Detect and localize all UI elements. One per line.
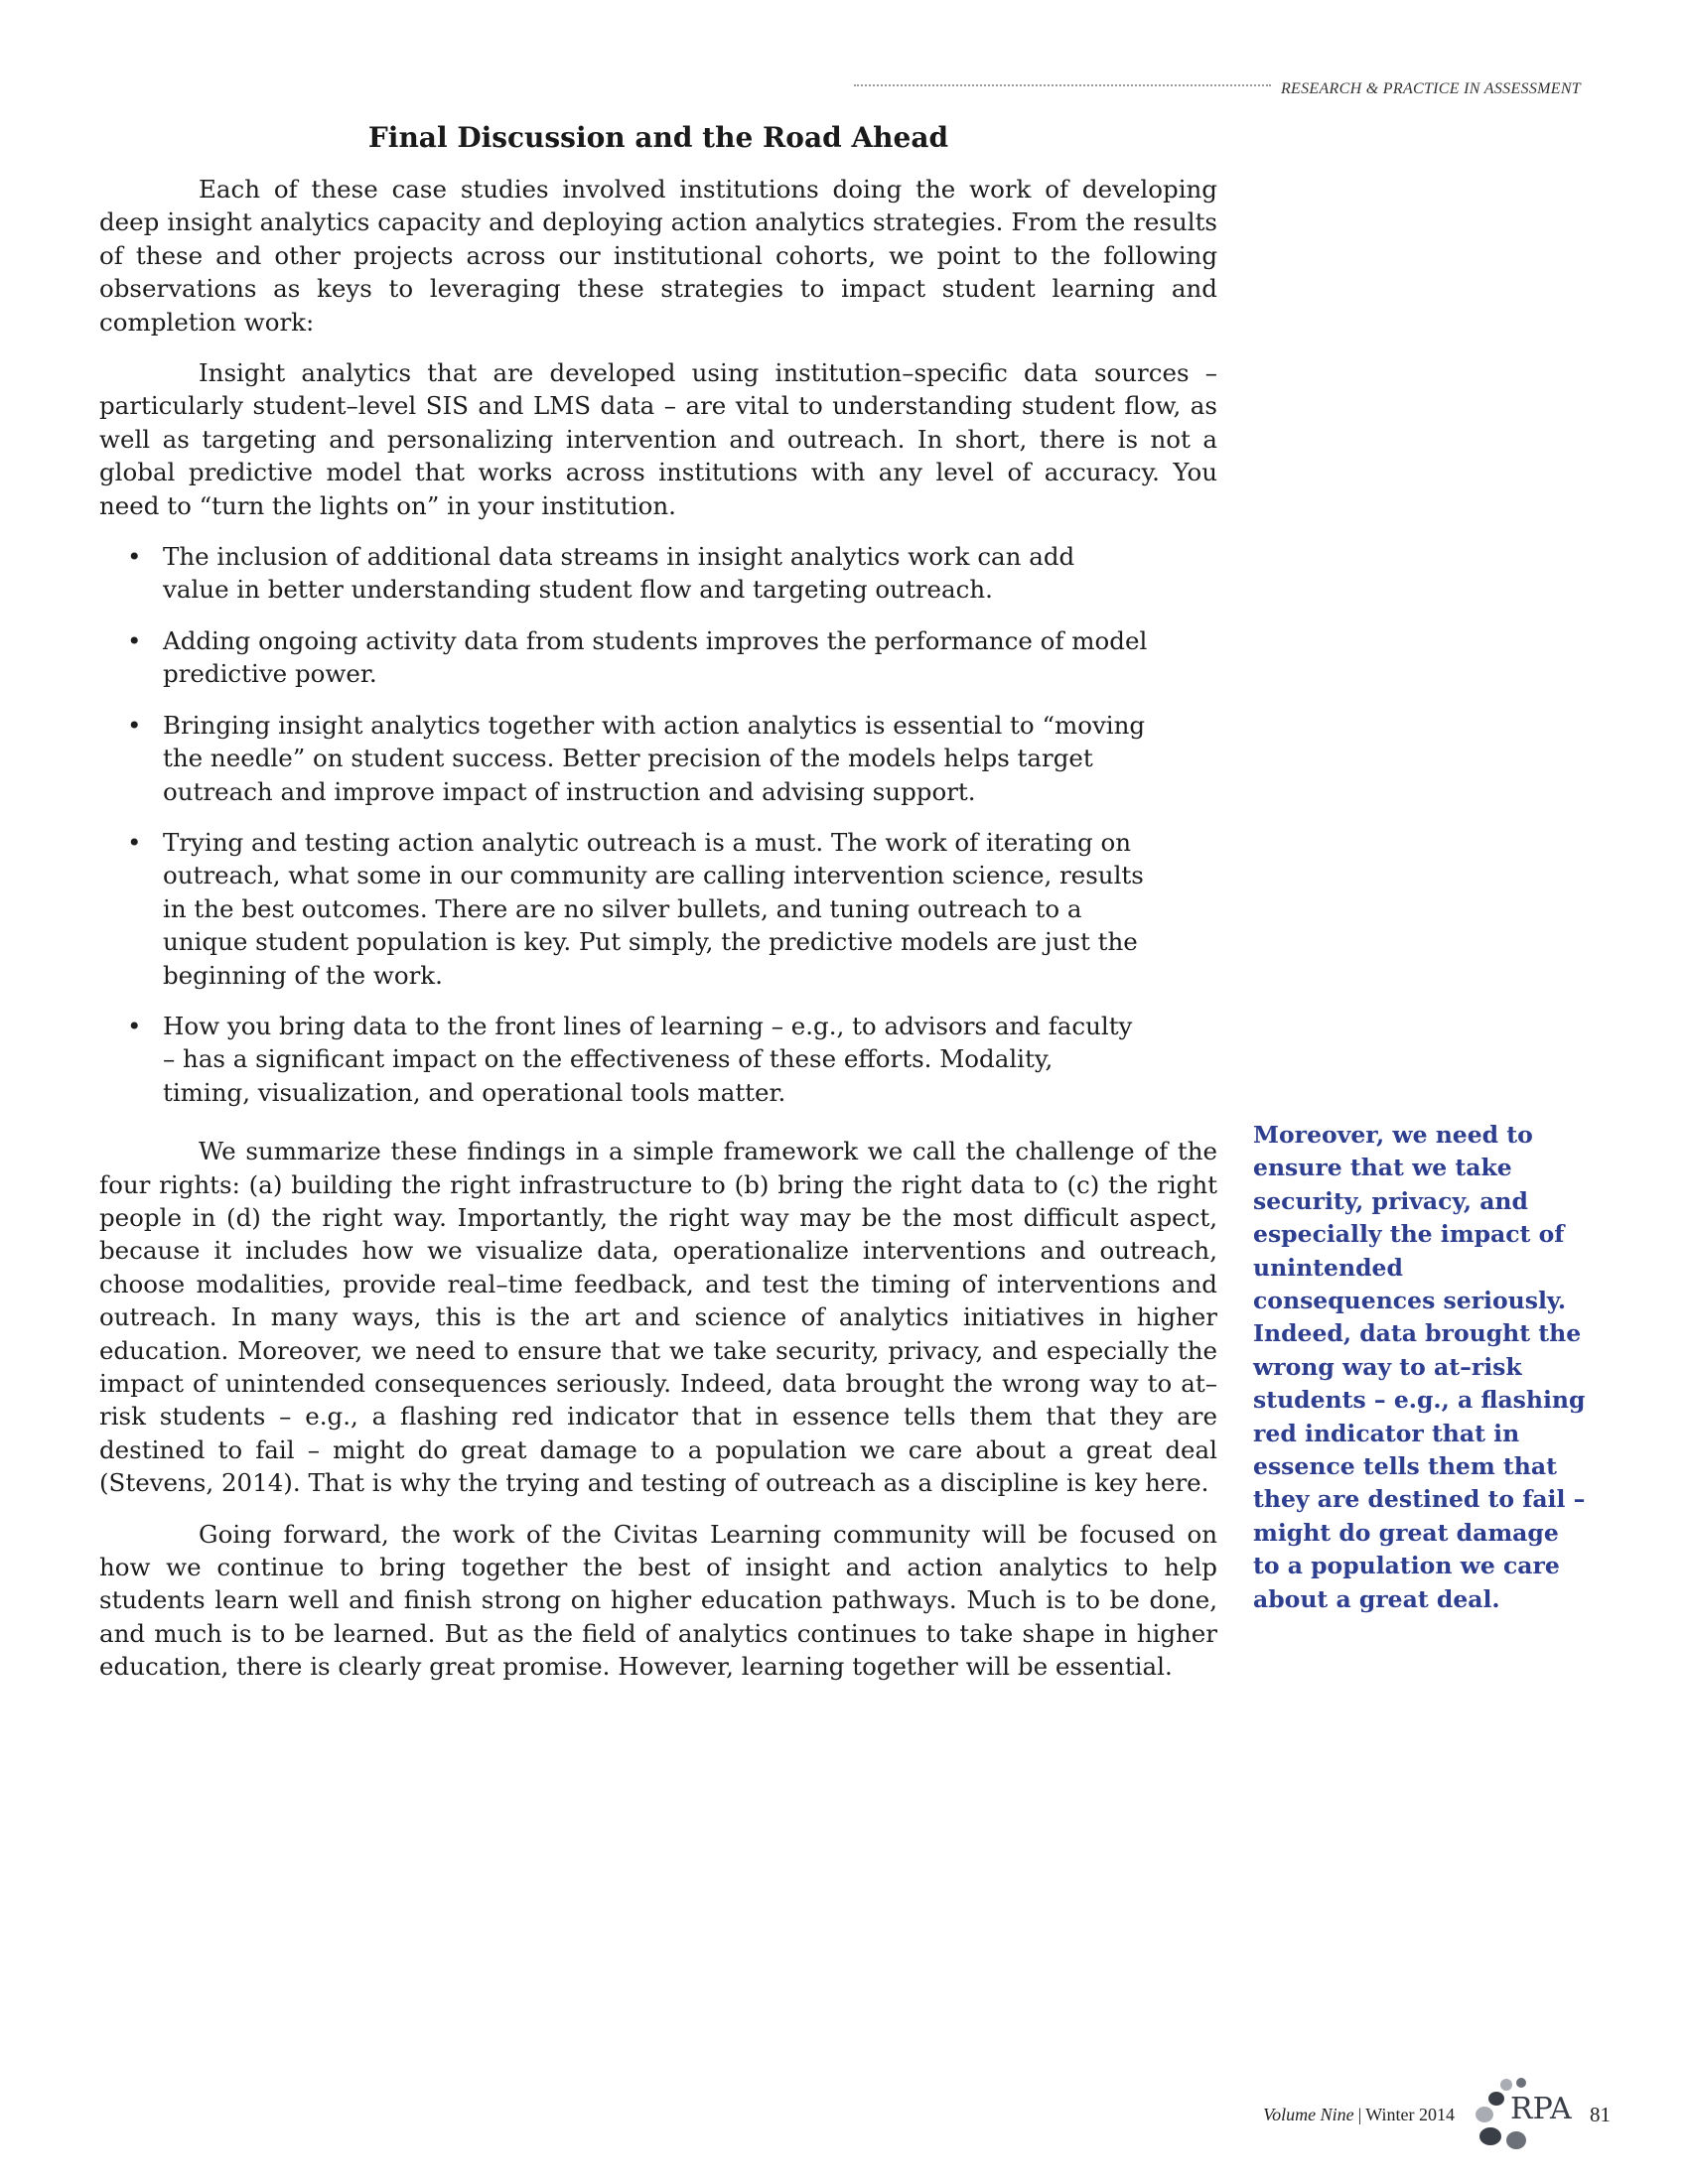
dotted-rule xyxy=(854,84,1271,86)
list-item xyxy=(99,540,1217,607)
list-item-text: Trying and testing action analytic outreach is a must. The work of iterating on outreach, what some in our community are calling intervention science, results in the best outcomes. There are no silver bullets, and tuning outreach to a unique student population is key. Put simply, the predictive models are just the beginning of the work. xyxy=(163,827,1144,990)
main-column xyxy=(99,173,1217,1684)
logo-text: RPA xyxy=(1510,2092,1572,2126)
running-head-text: RESEARCH & PRACTICE IN ASSESSMENT xyxy=(1280,80,1581,97)
paragraph-insight-analytics: Insight analytics that are developed using institution–specific data sources – particularly student–level SIS and LMS data – are vital to understanding student flow, as well as targeting and personalizing intervention and outreach. In short, there is not a global predictive model that works across institutions with any level of accuracy. You need to “turn the lights on” in your institution. xyxy=(99,358,1217,520)
paragraph-intro: Each of these case studies involved institutions doing the work of developing deep insight analytics capacity and deploying action analytics strategies. From the results of these and other projects across our institutional cohorts, we point to the following observations as keys to leveraging these strategies to impact student learning and completion work: xyxy=(99,175,1217,337)
bullet-glyph: • xyxy=(127,1011,142,1040)
list-item xyxy=(99,709,1217,808)
paragraph-going-forward: Going forward, the work of the Civitas Learning community will be focused on how we continue to bring together the best of insight and action analytics to help students learn well and finish strong on higher education pathways. Much is to be done, and much is to be learned. But as the field of analytics continues to take shape in higher education, there is clearly great promise. However, learning together will be essential. xyxy=(99,1519,1217,1682)
bullet-glyph: • xyxy=(127,625,142,655)
list-item xyxy=(99,1010,1217,1109)
footer-separator: | xyxy=(1357,2104,1362,2124)
paragraph-four-rights: We summarize these findings in a simple framework we call the challenge of the four rights: (a) building the right infrastructure to (b) bring the right data to (c) the right people in (d) the right way. Importantly, the right way may be the most difficult aspect, because it includes how we visualize data, operationalize interventions and outreach, choose modalities, provide real–time feedback, and test the timing of interventions and outreach. In many ways, this is the art and science of analytics initiatives in higher education. Moreover, we need to ensure that we take security, privacy, and especially the impact of unintended consequences seriously. Indeed, data brought the wrong way to at–risk students – e.g., a flashing red indicator that in essence tells them that they are destined to fail – might do great damage to a population we care about a great deal (Stevens, 2014). That is why the trying and testing of outreach as a discipline is key here. xyxy=(99,1137,1217,1498)
list-item xyxy=(99,624,1217,691)
observations-list xyxy=(99,540,1217,1109)
page-footer xyxy=(1263,2075,1611,2154)
section-title: Final Discussion and the Road Ahead xyxy=(367,121,949,154)
list-item-text: How you bring data to the front lines of learning – e.g., to advisors and faculty – has a significant impact on the effectiveness of these efforts. Modality, timing, visualization, and operational tools matter. xyxy=(163,1011,1133,1107)
bullet-glyph: • xyxy=(127,542,142,572)
issue-season: Winter 2014 xyxy=(1365,2104,1455,2124)
bullet-glyph: • xyxy=(127,827,142,857)
volume-label: Volume Nine xyxy=(1263,2104,1354,2124)
list-item-text: Bringing insight analytics together with action analytics is essential to “moving the needle” on student success. Better precision of the models helps target outreach and improve impact of instruction and advising support. xyxy=(163,710,1146,806)
rpa-logo-icon xyxy=(1467,2075,1576,2154)
pull-quote: Moreover, we need to ensure that we take security, privacy, and especially the impact of unintended consequences seriously. Indeed, data brought the wrong way to at–risk students – e.g., a flashing red indicator that in essence tells them that they are destined to fail – might do great damage to a population we care about a great deal. xyxy=(1253,1121,1586,1613)
page-number: 81 xyxy=(1590,2102,1611,2126)
list-item xyxy=(99,826,1217,992)
running-head xyxy=(854,80,1581,98)
bullet-glyph: • xyxy=(127,710,142,740)
list-item-text: Adding ongoing activity data from students improves the performance of model predictive power. xyxy=(163,625,1148,689)
list-item-text: The inclusion of additional data streams in insight analytics work can add value in better understanding student flow and targeting outreach. xyxy=(163,542,1075,605)
